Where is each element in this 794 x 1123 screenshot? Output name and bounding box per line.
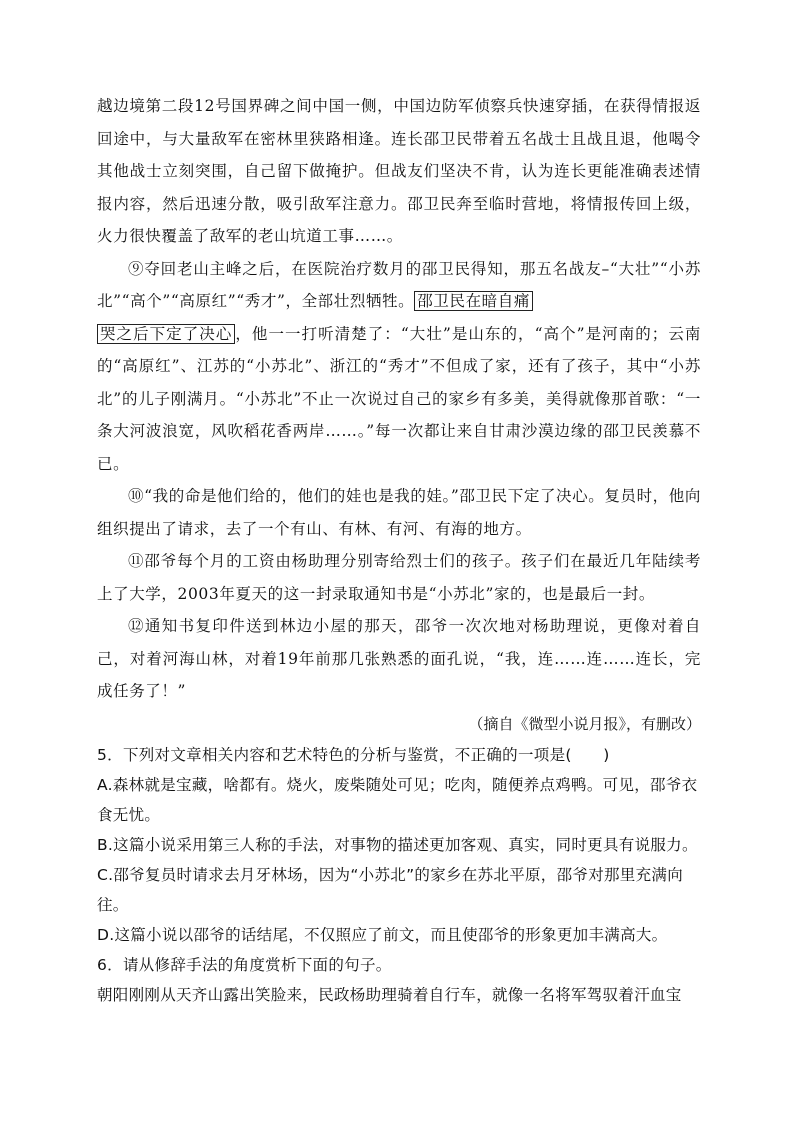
paragraph-continued: 越边境第二段12号国界碑之间中国一侧，中国边防军侦察兵快速穿插，在获得情报返回途中，与大量敌军在密林里狭路相逢。连长邵卫民带着五名战士且战且退，他喝令其他战士立刻突围，自己留下做掩护。但战友们坚决不肯，认为连长更能准确表述情报内容，然后迅速分散，吸引敌军注意力。邵卫民奔至临时营地，将情报传回上级，火力很快覆盖了敌军的老山坑道工事……。 [97,97,701,245]
paragraph-9-text-after: ，他一一打听清楚了：“大壮”是山东的，“高个”是河南的；云南的“高原红”、江苏的“小苏北”、浙江的“秀才”不但成了家，还有了孩子，其中“小苏北”的儿子刚满月。“小苏北”不止一次说过自己的家乡有多美，美得就像那首歌：“一条大河波浪宽，风吹稻花香两岸……。”每一次都让来自甘肃沙漠边缘的邵卫民羡慕不已。 [97,324,701,473]
paragraph-9 [97,253,701,481]
question-5-option-c: C.邵爷复员时请求去月牙林场，因为“小苏北”的家乡在苏北平原，邵爷对那里充满向往。 [97,865,684,914]
question-5-option-d: D.这篇小说以邵爷的话结尾，不仅照应了前文，而且使邵爷的形象更加丰满高大。 [97,925,668,944]
questions-section [97,740,701,1010]
paragraph-10: ⑩“我的命是他们给的，他们的娃也是我的娃。”邵卫民下定了决心。复员时，他向组织提出了请求，去了一个有山、有林、有河、有海的地方。 [97,487,701,538]
highlighted-sentence-part-2: 哭之后下定了决心 [97,324,235,344]
question-5: 5．下列对文章相关内容和艺术特色的分析与鉴赏，不正确的一项是( ) [97,745,610,764]
document-page [97,90,701,1010]
paragraph-11: ⑪邵爷每个月的工资由杨助理分别寄给烈士们的孩子。孩子们在最近几年陆续考上了大学，2003年夏天的这一封录取通知书是“小苏北”家的，也是最后一封。 [97,552,701,603]
paragraph-9-text: ⑨夺回老山主峰之后，在医院治疗数月的邵卫民得知，那五名战友–“大壮”“小苏北”“高个”“高原红”“秀才”，全部壮烈牺牲。 [97,259,701,310]
question-6-sentence: 朝阳刚刚从天齐山露出笑脸来，民政杨助理骑着自行车，就像一名将军驾驭着汗血宝 [97,985,682,1004]
paragraph-12: ⑫通知书复印件送到林边小屋的那天，邵爷一次次地对杨助理说，更像对着自己，对着河海山林，对着19年前那几张熟悉的面孔说，“我，连……连……连长，完成任务了！” [97,617,701,700]
story-text [97,90,701,708]
question-5-option-b: B.这篇小说采用第三人称的手法，对事物的描述更加客观、真实，同时更具有说服力。 [97,835,698,854]
source-citation: （摘自《微型小说月报》，有删改） [468,714,701,733]
highlighted-sentence-part-1: 邵卫民在暗自痛 [414,291,533,311]
question-6: 6．请从修辞手法的角度赏析下面的句子。 [97,955,392,974]
question-5-option-a: A.森林就是宝藏，啥都有。烧火，废柴随处可见；吃肉，随便养点鸡鸭。可见，邵爷衣食无忧。 [97,775,698,824]
